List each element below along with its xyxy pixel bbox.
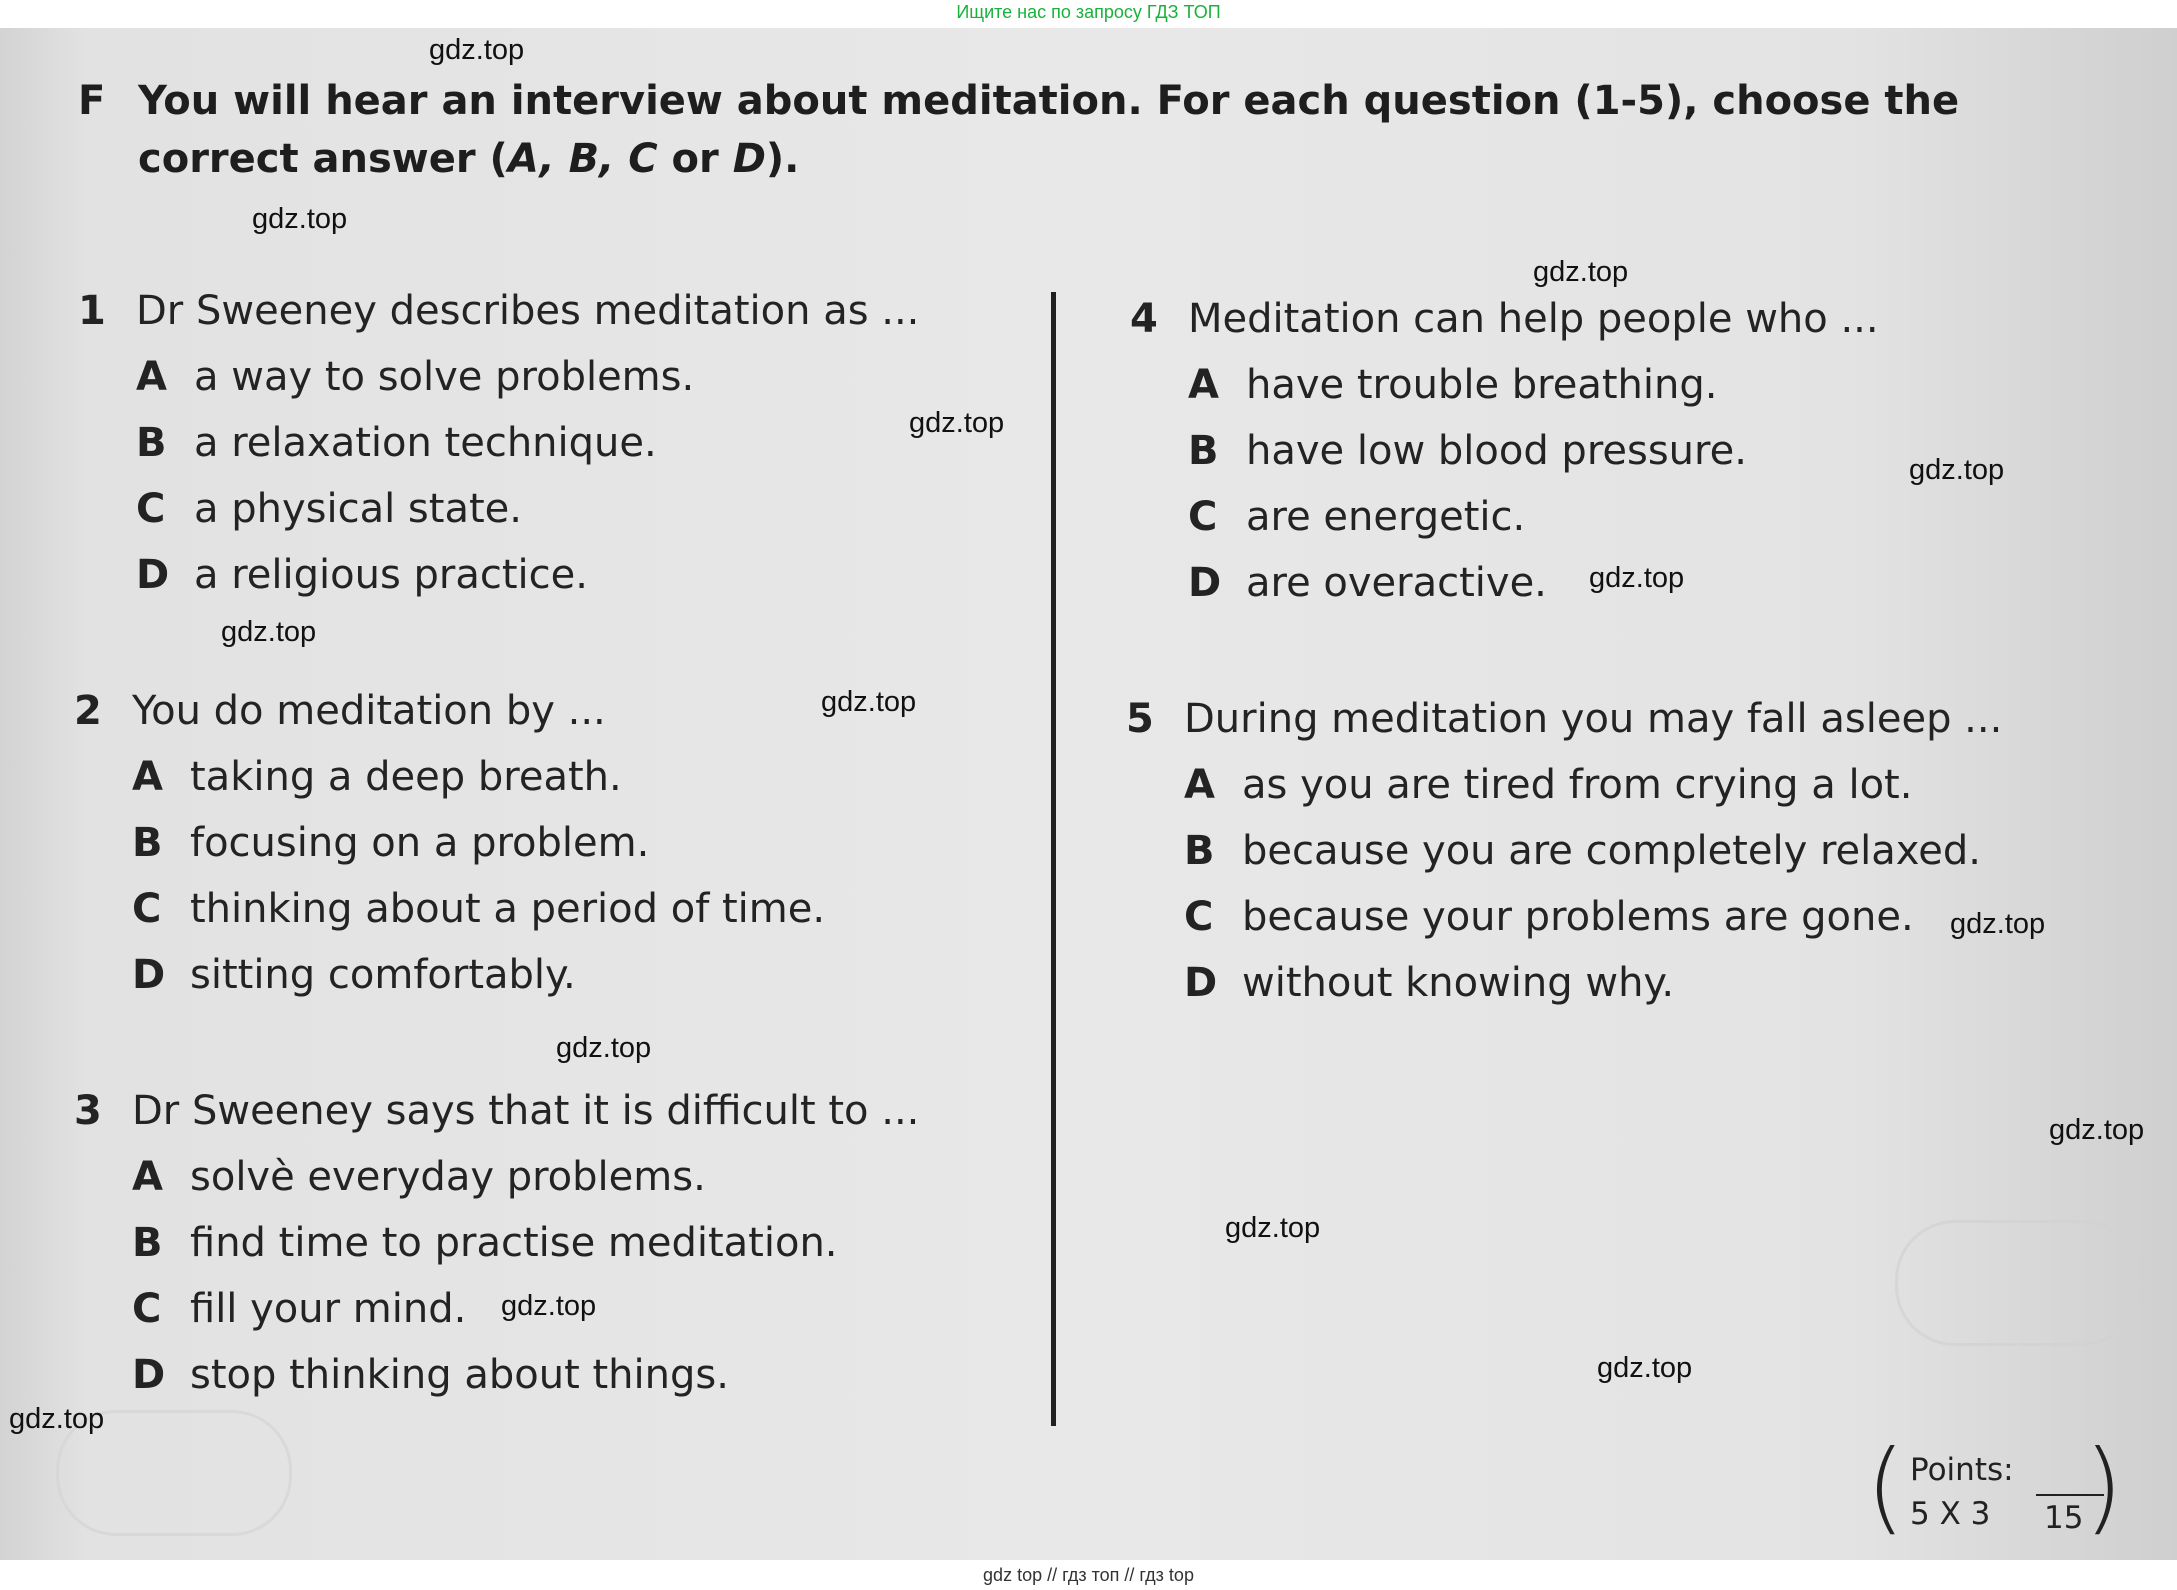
points-formula: 5 X 3	[1910, 1496, 1991, 1532]
question-stem: Meditation can help people who ...	[1188, 296, 1879, 342]
question-number: 4	[1130, 296, 1158, 342]
option-a: A have trouble breathing.	[1188, 362, 1718, 408]
watermark: gdz.top	[221, 616, 317, 648]
right-paren: )	[2084, 1428, 2124, 1545]
option-c: C fill your mind.	[132, 1286, 467, 1332]
top-banner: Ищите нас по запросу ГДЗ ТОП	[0, 0, 2177, 28]
watermark: gdz.top	[501, 1290, 597, 1322]
points-max: 15	[2044, 1500, 2084, 1536]
option-b: B find time to practise meditation.	[132, 1220, 838, 1266]
option-a: A solvè everyday problems.	[132, 1154, 706, 1200]
option-b: B a relaxation technique.	[136, 420, 657, 466]
option-a: A as you are tired from crying a lot.	[1184, 762, 1913, 808]
left-paren: (	[1866, 1428, 1906, 1545]
watermark: gdz.top	[909, 407, 1005, 439]
option-a: A taking a deep breath.	[132, 754, 622, 800]
question-number: 2	[74, 688, 102, 734]
points-label: Points:	[1910, 1452, 2014, 1488]
bottom-banner: gdz top // гдз топ // гдз top	[0, 1560, 2177, 1590]
question-stem: Dr Sweeney says that it is difficult to ...	[132, 1088, 920, 1134]
watermark: gdz.top	[821, 686, 917, 718]
watermark: gdz.top	[9, 1403, 105, 1435]
option-b: B have low blood pressure.	[1188, 428, 1747, 474]
watermark: gdz.top	[1597, 1352, 1693, 1384]
question-4	[1130, 286, 1879, 616]
watermark: gdz.top	[1589, 562, 1685, 594]
question-3	[74, 1078, 919, 1408]
exercise-letter: F	[78, 78, 106, 124]
option-b: B because you are completely relaxed.	[1184, 828, 1981, 874]
question-number: 5	[1126, 696, 1154, 742]
faded-bleed-circle	[1895, 1220, 2141, 1346]
option-d: D are overactive.	[1188, 560, 1547, 606]
question-number: 1	[78, 288, 106, 334]
option-c: C a physical state.	[136, 486, 522, 532]
option-c: C are energetic.	[1188, 494, 1526, 540]
watermark: gdz.top	[1225, 1212, 1321, 1244]
exercise-instruction	[78, 72, 2038, 188]
option-c: C because your problems are gone.	[1184, 894, 1914, 940]
question-2	[74, 678, 825, 1008]
question-stem: During meditation you may fall asleep ...	[1184, 696, 2003, 742]
points-box	[1866, 1428, 2124, 1552]
question-number: 3	[74, 1088, 102, 1134]
watermark: gdz.top	[429, 34, 525, 66]
option-d: D sitting comfortably.	[132, 952, 576, 998]
option-b: B focusing on a problem.	[132, 820, 650, 866]
question-stem: Dr Sweeney describes meditation as ...	[136, 288, 920, 334]
watermark: gdz.top	[2049, 1114, 2145, 1146]
option-d: D without knowing why.	[1184, 960, 1675, 1006]
instruction-text: You will hear an interview about meditation. For each question (1-5), choose the correct answer (A, B, C or D).	[138, 78, 1960, 182]
question-5	[1126, 686, 2002, 1016]
watermark: gdz.top	[252, 203, 348, 235]
column-divider	[1051, 292, 1056, 1426]
watermark: gdz.top	[1533, 256, 1629, 288]
option-d: D a religious practice.	[136, 552, 588, 598]
watermark: gdz.top	[1950, 908, 2046, 940]
option-c: C thinking about a period of time.	[132, 886, 826, 932]
option-d: D stop thinking about things.	[132, 1352, 729, 1398]
watermark: gdz.top	[1909, 454, 2005, 486]
question-1	[78, 278, 919, 608]
option-a: A a way to solve problems.	[136, 354, 695, 400]
question-stem: You do meditation by ...	[132, 688, 606, 734]
watermark: gdz.top	[556, 1032, 652, 1064]
